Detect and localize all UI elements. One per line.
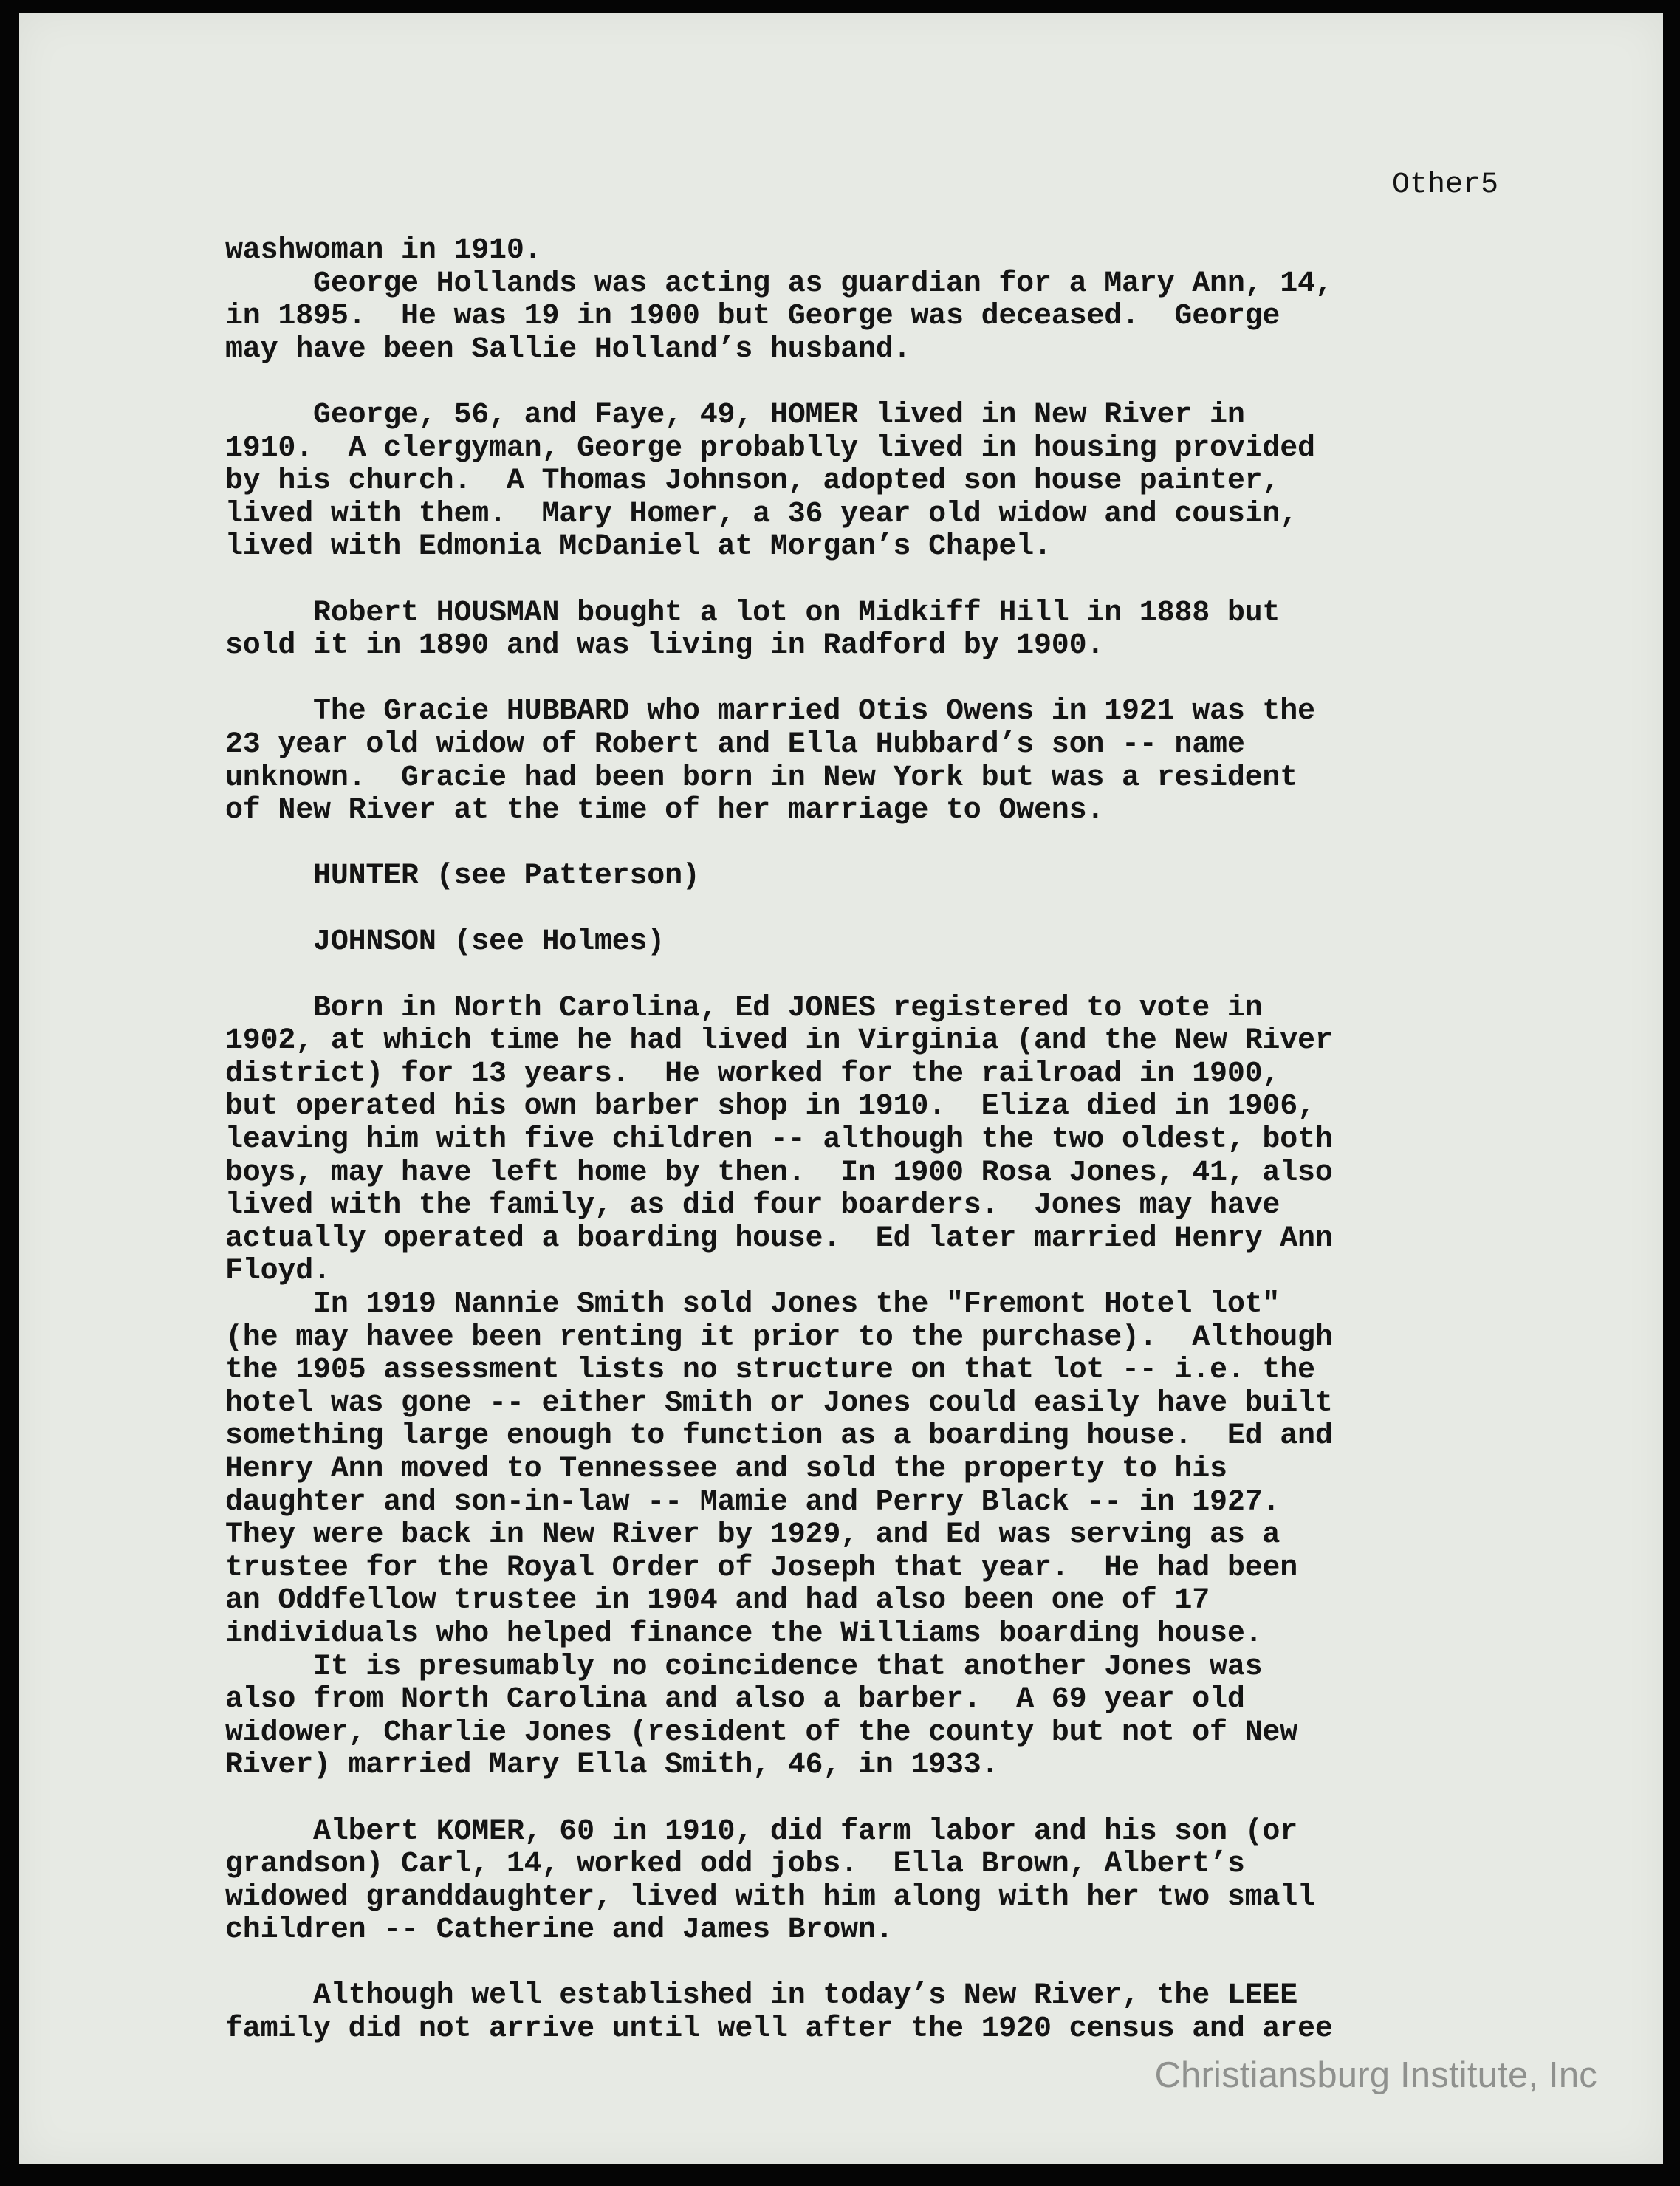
text-line: something large enough to function as a boarding house. Ed and	[225, 1419, 1333, 1453]
text-line: widowed granddaughter, lived with him along with her two small	[225, 1880, 1315, 1914]
text-line: HUNTER (see Patterson)	[225, 860, 700, 894]
text-line: children -- Catherine and James Brown.	[225, 1913, 894, 1947]
text-line: but operated his own barber shop in 1910. Eliza died in 1906,	[225, 1090, 1315, 1124]
text-line: (he may havee been renting it prior to the purchase). Although	[225, 1320, 1333, 1354]
text-line: sold it in 1890 and was living in Radford by 1900.	[225, 629, 1105, 663]
text-line: unknown. Gracie had been born in New York but was a resident	[225, 761, 1298, 795]
paragraph	[225, 235, 1518, 366]
paragraph	[225, 1816, 1518, 1947]
document-page	[19, 13, 1663, 2164]
paragraph	[225, 860, 1518, 894]
text-line: In 1919 Nannie Smith sold Jones the "Fremont Hotel lot"	[225, 1288, 1280, 1321]
text-line: Born in North Carolina, Ed JONES registered to vote in	[225, 991, 1263, 1025]
paragraph	[225, 926, 1518, 959]
text-line: Albert KOMER, 60 in 1910, did farm labor and his son (or	[225, 1815, 1298, 1848]
text-line: of New River at the time of her marriage to Owens.	[225, 794, 1105, 828]
paragraph-gap	[225, 828, 1518, 861]
text-line: the 1905 assessment lists no structure on that lot -- i.e. the	[225, 1354, 1315, 1388]
paragraph-gap	[225, 366, 1518, 400]
text-line: Although well established in today’s New River, the LEEE	[225, 1979, 1298, 2013]
paragraph-gap	[225, 894, 1518, 927]
text-line: grandson) Carl, 14, worked odd jobs. Ella Brown, Albert’s	[225, 1848, 1245, 1882]
text-line: 1902, at which time he had lived in Virginia (and the New River	[225, 1024, 1333, 1058]
text-line: may have been Sallie Holland’s husband.	[225, 332, 911, 366]
text-line: They were back in New River by 1929, and Ed was serving as a	[225, 1518, 1280, 1552]
text-line: River) married Mary Ella Smith, 46, in 1933.	[225, 1749, 999, 1783]
paragraph	[225, 400, 1518, 564]
text-line: lived with Edmonia McDaniel at Morgan’s Chapel.	[225, 530, 1052, 564]
text-line: in 1895. He was 19 in 1900 but George was deceased. George	[225, 300, 1280, 334]
text-line: lived with the family, as did four boarders. Jones may have	[225, 1189, 1280, 1223]
text-line: Henry Ann moved to Tennessee and sold the property to his	[225, 1452, 1227, 1486]
text-line: Floyd.	[225, 1255, 331, 1289]
text-line: trustee for the Royal Order of Joseph that year. He had been	[225, 1551, 1298, 1585]
text-line: leaving him with five children -- although the two oldest, both	[225, 1123, 1333, 1157]
paragraph	[225, 1980, 1518, 2046]
watermark: Christiansburg Institute, Inc	[1154, 2055, 1597, 2095]
paragraph	[225, 696, 1518, 827]
text-line: Robert HOUSMAN bought a lot on Midkiff Hill in 1888 but	[225, 596, 1280, 630]
text-line: individuals who helped finance the Williams boarding house.	[225, 1617, 1263, 1651]
text-line: George, 56, and Faye, 49, HOMER lived in New River in	[225, 398, 1245, 432]
text-line: It is presumably no coincidence that another Jones was	[225, 1650, 1263, 1684]
page-number: Other5	[1391, 168, 1498, 202]
text-line: an Oddfellow trustee in 1904 and had also been one of 17	[225, 1584, 1210, 1618]
paragraph-gap	[225, 1783, 1518, 1816]
text-line: 23 year old widow of Robert and Ella Hubbard’s son -- name	[225, 727, 1245, 761]
text-line: district) for 13 years. He worked for the railroad in 1900,	[225, 1057, 1280, 1091]
text-line: by his church. A Thomas Johnson, adopted son house painter,	[225, 465, 1280, 498]
text-line: washwoman in 1910.	[225, 234, 542, 267]
paragraph	[225, 597, 1518, 663]
text-line: hotel was gone -- either Smith or Jones could easily have built	[225, 1386, 1333, 1420]
text-line: also from North Carolina and also a barber. A 69 year old	[225, 1683, 1245, 1717]
paragraph-gap	[225, 1947, 1518, 1981]
text-line: JOHNSON (see Holmes)	[225, 925, 665, 959]
paragraph	[225, 993, 1518, 1783]
body-text	[225, 235, 1518, 2046]
text-line: George Hollands was acting as guardian for a Mary Ann, 14,	[225, 267, 1333, 301]
paragraph-gap	[225, 663, 1518, 696]
paragraph-gap	[225, 564, 1518, 597]
text-line: widower, Charlie Jones (resident of the county but not of New	[225, 1716, 1298, 1750]
text-line: daughter and son-in-law -- Mamie and Perry Black -- in 1927.	[225, 1485, 1280, 1519]
text-line: The Gracie HUBBARD who married Otis Owens in 1921 was the	[225, 695, 1315, 729]
text-line: family did not arrive until well after the 1920 census and aree	[225, 2012, 1333, 2046]
paragraph-gap	[225, 959, 1518, 993]
text-line: actually operated a boarding house. Ed later married Henry Ann	[225, 1222, 1333, 1255]
text-line: 1910. A clergyman, George probablly lived in housing provided	[225, 431, 1315, 465]
text-line: boys, may have left home by then. In 1900 Rosa Jones, 41, also	[225, 1156, 1333, 1190]
text-line: lived with them. Mary Homer, a 36 year old widow and cousin,	[225, 497, 1298, 531]
